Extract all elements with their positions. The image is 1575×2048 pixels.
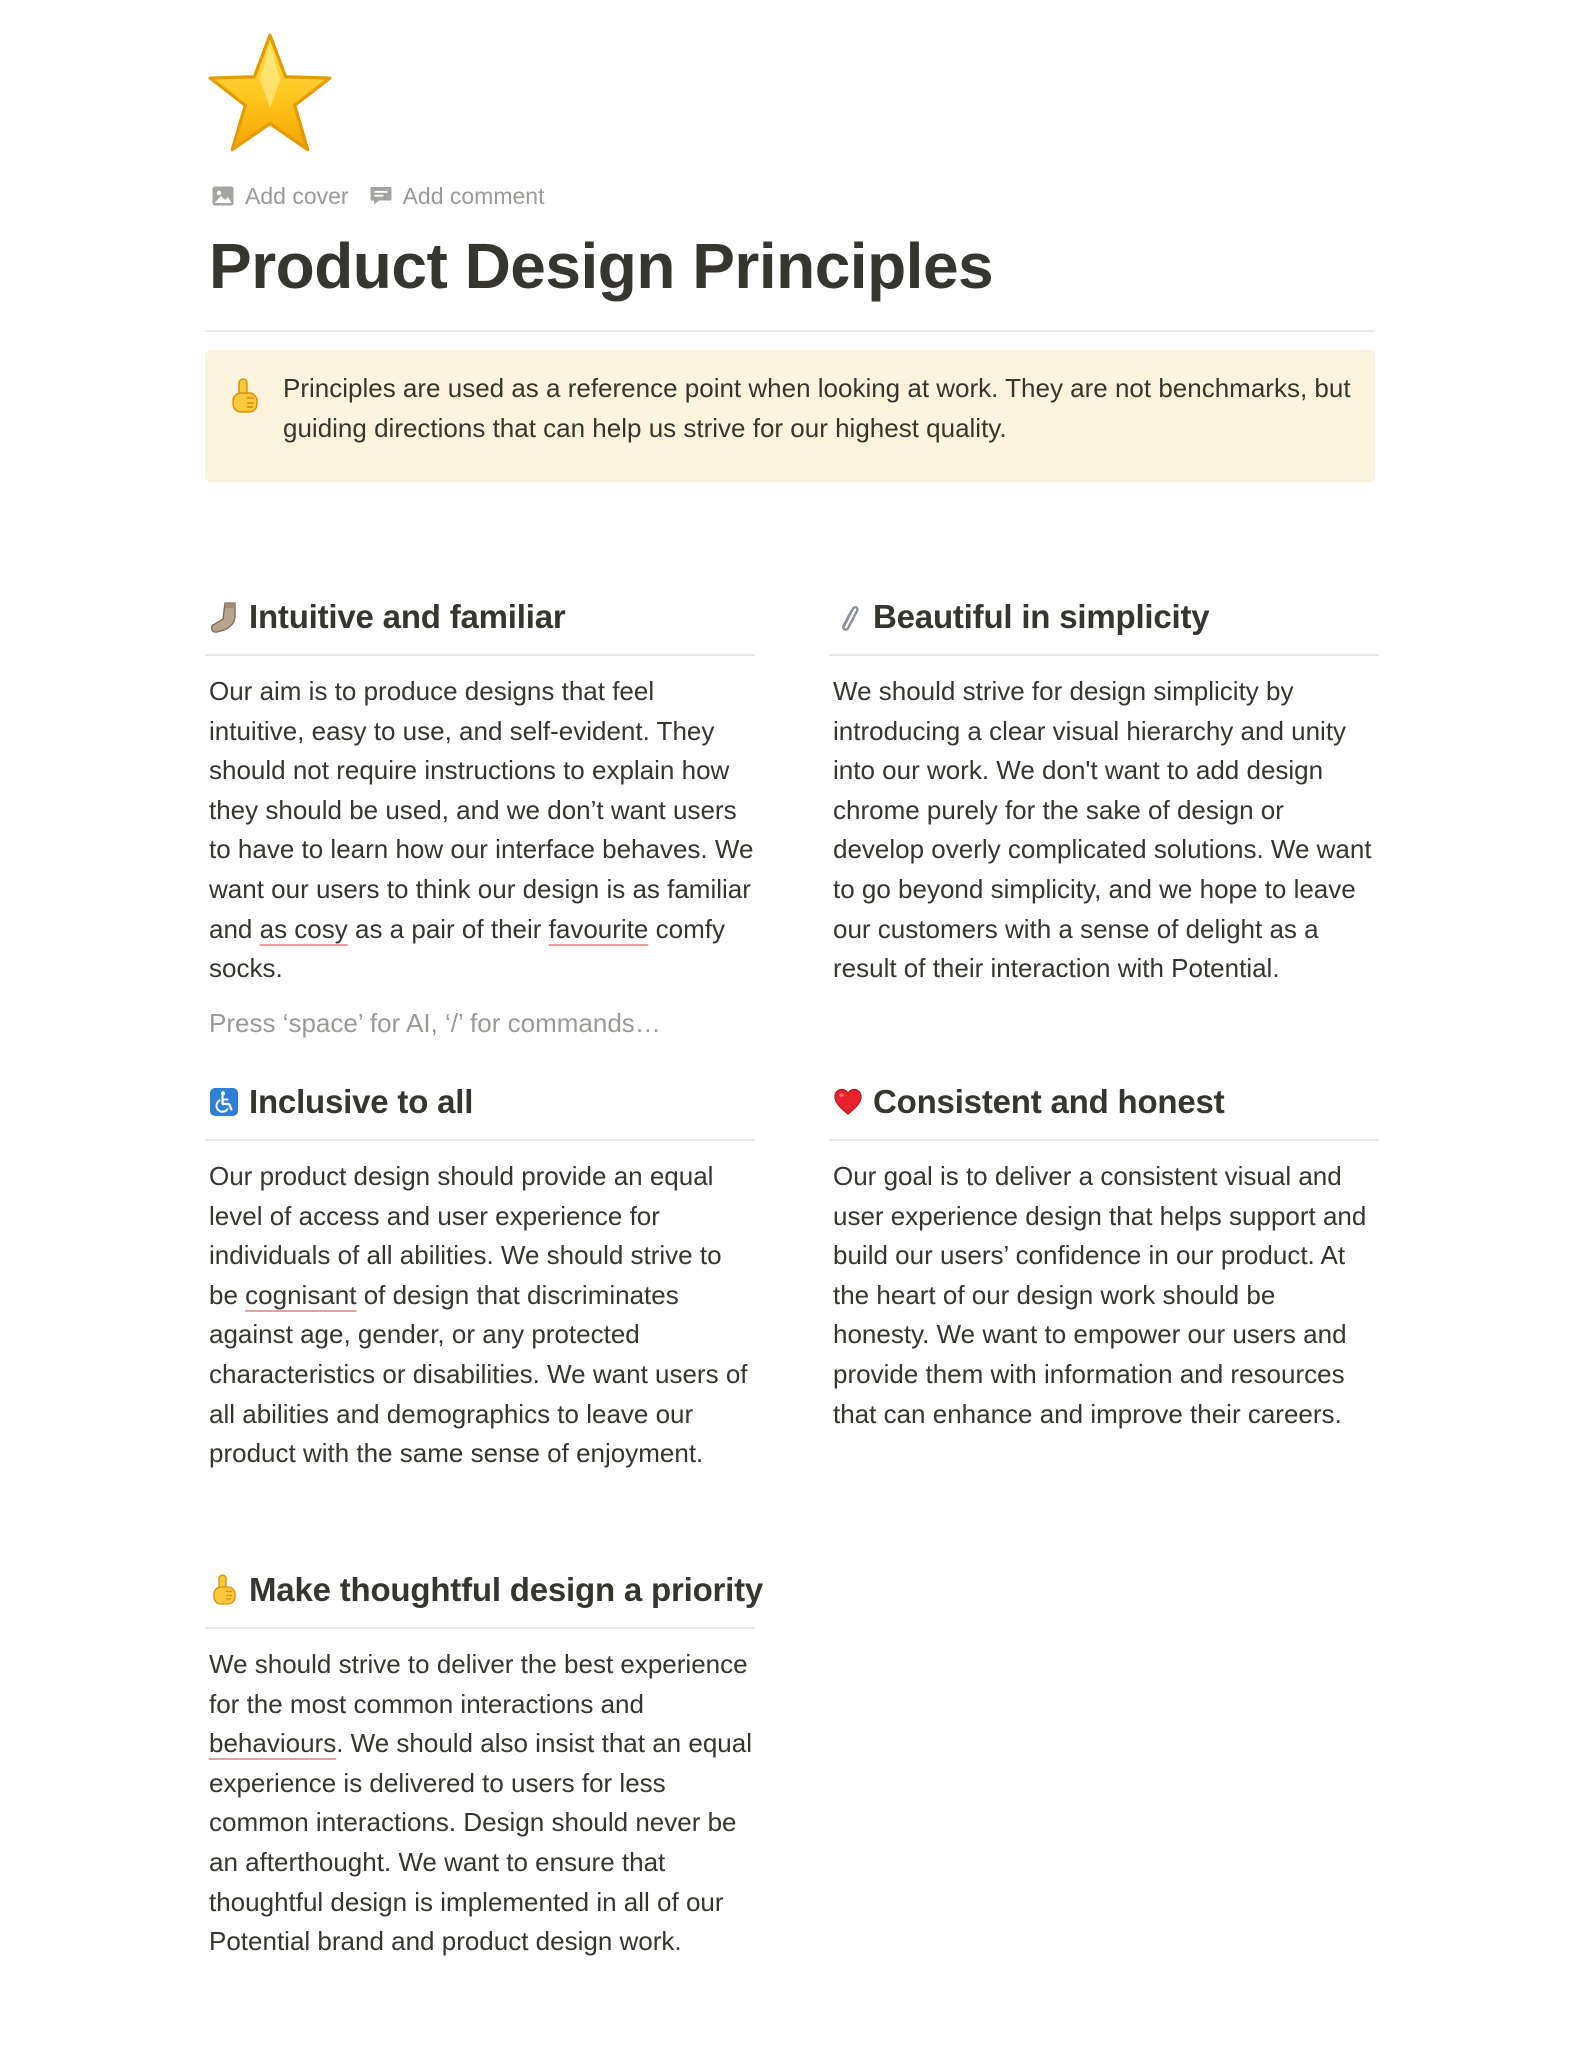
body-text: as a pair of their — [347, 913, 549, 944]
section-body[interactable]: We should strive for design simplicity by introducing a clear visual hierarchy and unity into our work. We don't want to add design chrome purely for the sake of design or develop overly complicated solutions. We want to go beyond simplicity, and we hope to leave our customers with a sense of delight as a result of their interaction with Potential. — [833, 676, 1372, 984]
body-text: comfy socks. — [209, 913, 725, 984]
paperclip-icon — [833, 600, 863, 634]
image-icon — [211, 184, 235, 208]
section-body[interactable] — [209, 672, 754, 989]
section-heading[interactable] — [205, 1075, 755, 1129]
heading-divider — [205, 1627, 755, 1629]
section-title: Make thoughtful design a priority — [249, 1571, 764, 1608]
section-heading[interactable] — [205, 590, 755, 644]
pointing-up-icon — [209, 1573, 239, 1607]
add-cover-label: Add cover — [245, 182, 349, 209]
body-text: We should strive to deliver the best experience for the most common interactions and — [209, 1649, 748, 1719]
heading-divider — [205, 654, 755, 656]
body-text: Our aim is to produce designs that feel intuitive, easy to use, and self-evident. They should not require instructions to explain how they should be used, and we don’t want users to have to learn how our interface behaves. We want our users to think our design is as familiar and — [209, 676, 754, 944]
title-divider — [205, 330, 1375, 332]
section-title: Intuitive and familiar — [249, 598, 566, 635]
add-comment-label: Add comment — [402, 182, 545, 209]
callout-text[interactable]: Principles are used as a reference point when looking at work. They are not benchmarks, but guiding directions that can help us strive for our highest quality. — [283, 373, 1351, 443]
section-body[interactable] — [209, 1645, 754, 1962]
body-text: of design that discriminates against age, gender, or any protected characteristics or disabilities. We want users of all abilities and demographics to leave our product with the same sense of enjoyment. — [209, 1279, 748, 1469]
page-actions — [211, 180, 544, 212]
spellcheck-word[interactable]: cognisant — [245, 1279, 357, 1310]
body-text: Our product design should provide an equal level of access and user experience for individuals of all abilities. We should strive to be — [209, 1161, 722, 1310]
body-text: . We should also insist that an equal experience is delivered to users for less common interactions. Design should never be an afterthought. We want to ensure that thoughtful design is implemented in all of our Potential brand and product design work. — [209, 1728, 752, 1957]
section-body[interactable]: Our goal is to deliver a consistent visual and user experience design that helps support and build our users’ confidence in our product. At the heart of our design work should be honesty. We want to empower our users and provide them with information and resources that can enhance and improve their careers. — [833, 1161, 1367, 1429]
add-comment-button[interactable] — [369, 183, 545, 210]
section-heading[interactable] — [205, 1563, 764, 1617]
section-title: Beautiful in simplicity — [873, 598, 1210, 635]
spellcheck-word[interactable]: favourite — [548, 913, 649, 944]
wheelchair-icon — [209, 1085, 239, 1119]
heading-divider — [829, 654, 1379, 656]
section-title: Consistent and honest — [873, 1083, 1225, 1120]
heart-icon — [833, 1085, 863, 1119]
heading-divider — [205, 1139, 755, 1141]
sock-icon — [209, 600, 239, 634]
editor-placeholder[interactable]: Press ‘space’ for AI, ‘/’ for commands… — [209, 1008, 661, 1038]
heading-divider — [829, 1139, 1379, 1141]
section-heading[interactable] — [829, 1075, 1379, 1129]
section-body[interactable] — [209, 1157, 754, 1474]
add-cover-button[interactable] — [211, 183, 349, 210]
callout[interactable] — [205, 350, 1375, 482]
section-title: Inclusive to all — [249, 1083, 474, 1120]
section-heading[interactable] — [829, 590, 1379, 644]
spellcheck-word[interactable]: as cosy — [259, 913, 348, 944]
page-title[interactable]: Product Design Principles — [209, 230, 994, 302]
comment-icon — [369, 184, 393, 208]
spellcheck-word[interactable]: behaviours — [209, 1728, 337, 1759]
pointing-up-icon[interactable] — [227, 376, 261, 416]
star-icon[interactable] — [205, 30, 335, 160]
